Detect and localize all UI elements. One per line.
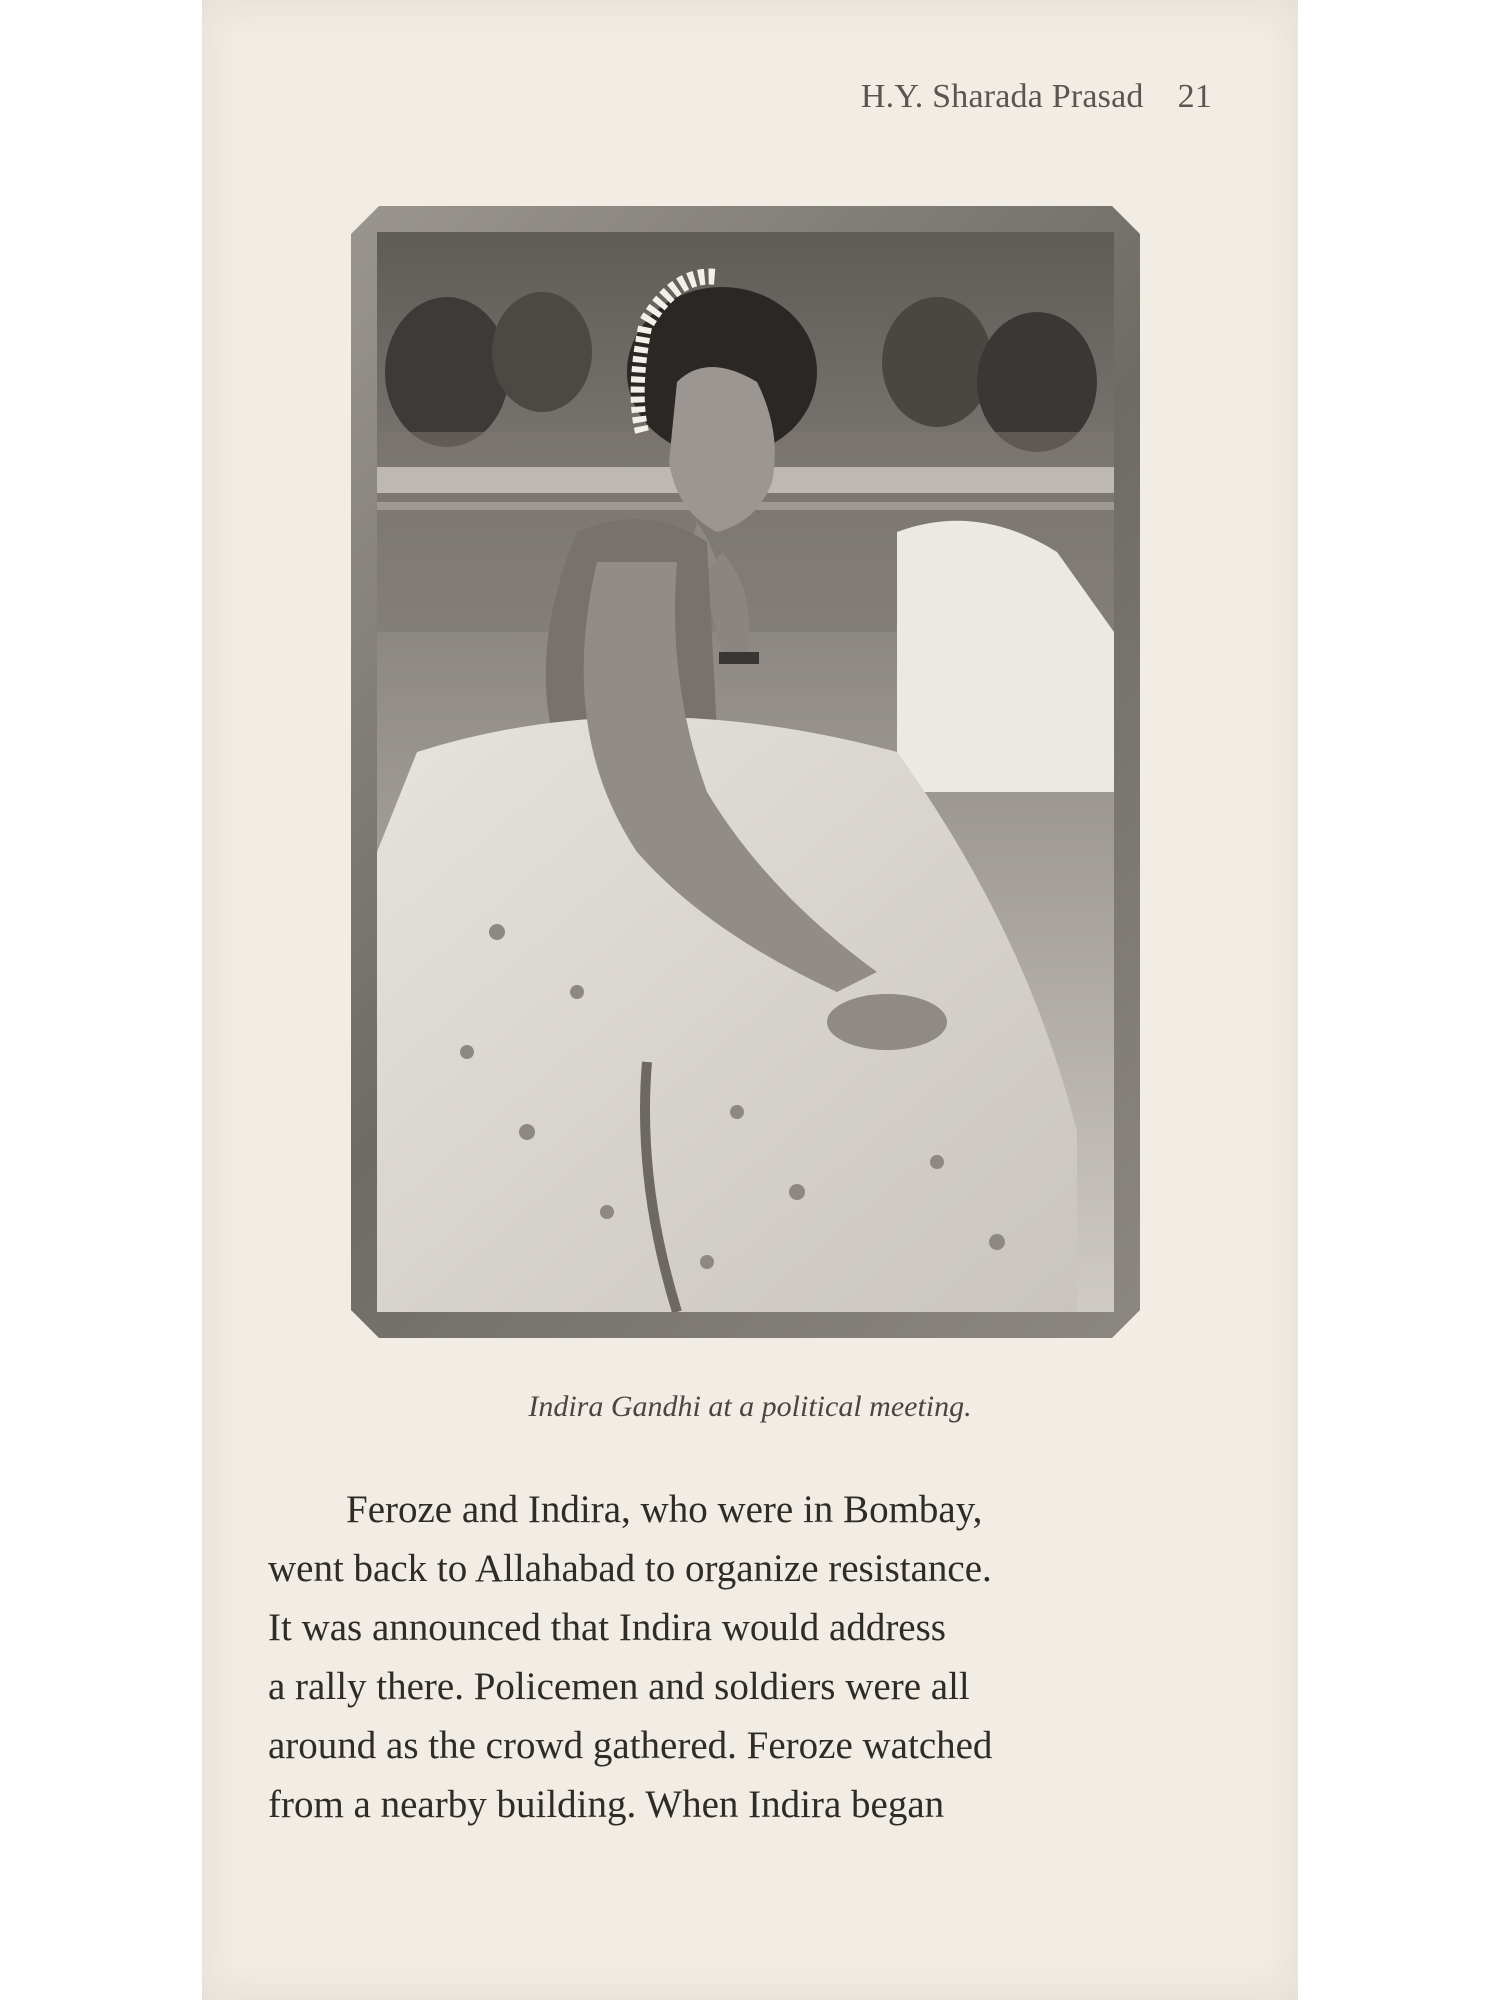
text-line: went back to Allahabad to organize resistance. <box>268 1547 992 1590</box>
book-page <box>202 0 1298 2000</box>
photograph-illustration <box>377 232 1114 1312</box>
text-line: Feroze and Indira, who were in Bombay, <box>346 1488 983 1531</box>
text-line: a rally there. Policemen and soldiers were all <box>268 1665 970 1708</box>
photo-frame <box>351 206 1140 1338</box>
author-name: H.Y. Sharada Prasad <box>860 78 1144 115</box>
photograph <box>377 232 1114 1312</box>
page-number: 21 <box>1177 78 1212 115</box>
text-line: around as the crowd gathered. Feroze watched <box>268 1724 993 1767</box>
text-line: from a nearby building. When Indira began <box>268 1783 945 1826</box>
running-head <box>861 78 1212 116</box>
text-line: It was announced that Indira would address <box>268 1606 946 1649</box>
figure-caption: Indira Gandhi at a political meeting. <box>528 1390 972 1423</box>
body-paragraph <box>268 1480 1268 1834</box>
